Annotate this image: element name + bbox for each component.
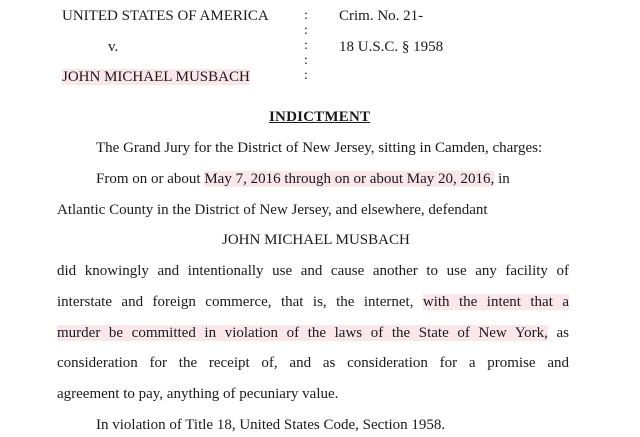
- location-line: Atlantic County in the District of New Jersey, and elsewhere, defendant: [57, 202, 488, 218]
- caption-colon: :: [304, 38, 308, 53]
- statute-citation: 18 U.S.C. § 1958: [339, 39, 444, 55]
- criminal-number: Crim. No. 21-: [339, 8, 424, 24]
- defendant-name: JOHN MICHAEL MUSBACH: [222, 232, 410, 248]
- defendant-highlight: JOHN MICHAEL MUSBACH: [62, 69, 250, 85]
- body-line-5: agreement to pay, anything of pecuniary value.: [57, 386, 339, 402]
- caption-versus: v.: [108, 39, 119, 55]
- date-line: From on or about May 7, 2016 through on or about May 20, 2016, in: [96, 171, 510, 187]
- body-line-3: murder be committed in violation of the laws of the State of New York, as: [57, 325, 570, 341]
- caption-plaintiff: UNITED STATES OF AMERICA: [62, 8, 269, 24]
- caption-colon: :: [304, 23, 308, 38]
- caption-colon: :: [304, 68, 308, 83]
- body-line-4: consideration for the receipt of, and as consideration for a promise and: [57, 355, 569, 371]
- body-line-1: did knowingly and intentionally use and cause another to use any facility of: [57, 263, 569, 279]
- caption-defendant: [62, 68, 250, 86]
- caption-colon: :: [304, 53, 308, 68]
- violation-statement: In violation of Title 18, United States Code, Section 1958.: [96, 417, 446, 433]
- charge-intro: The Grand Jury for the District of New Jersey, sitting in Camden, charges:: [96, 140, 543, 156]
- caption-colon: :: [304, 8, 308, 23]
- murder-highlight: murder be committed in violation of the laws of the State of New York,: [57, 325, 548, 341]
- intent-highlight: with the intent that a: [422, 294, 569, 310]
- body-line-2: interstate and foreign commerce, that is, the internet, with the intent that a: [57, 294, 569, 310]
- date-range-highlight: May 7, 2016 through on or about May 20, 2016,: [204, 171, 495, 187]
- document-title: INDICTMENT: [269, 109, 371, 125]
